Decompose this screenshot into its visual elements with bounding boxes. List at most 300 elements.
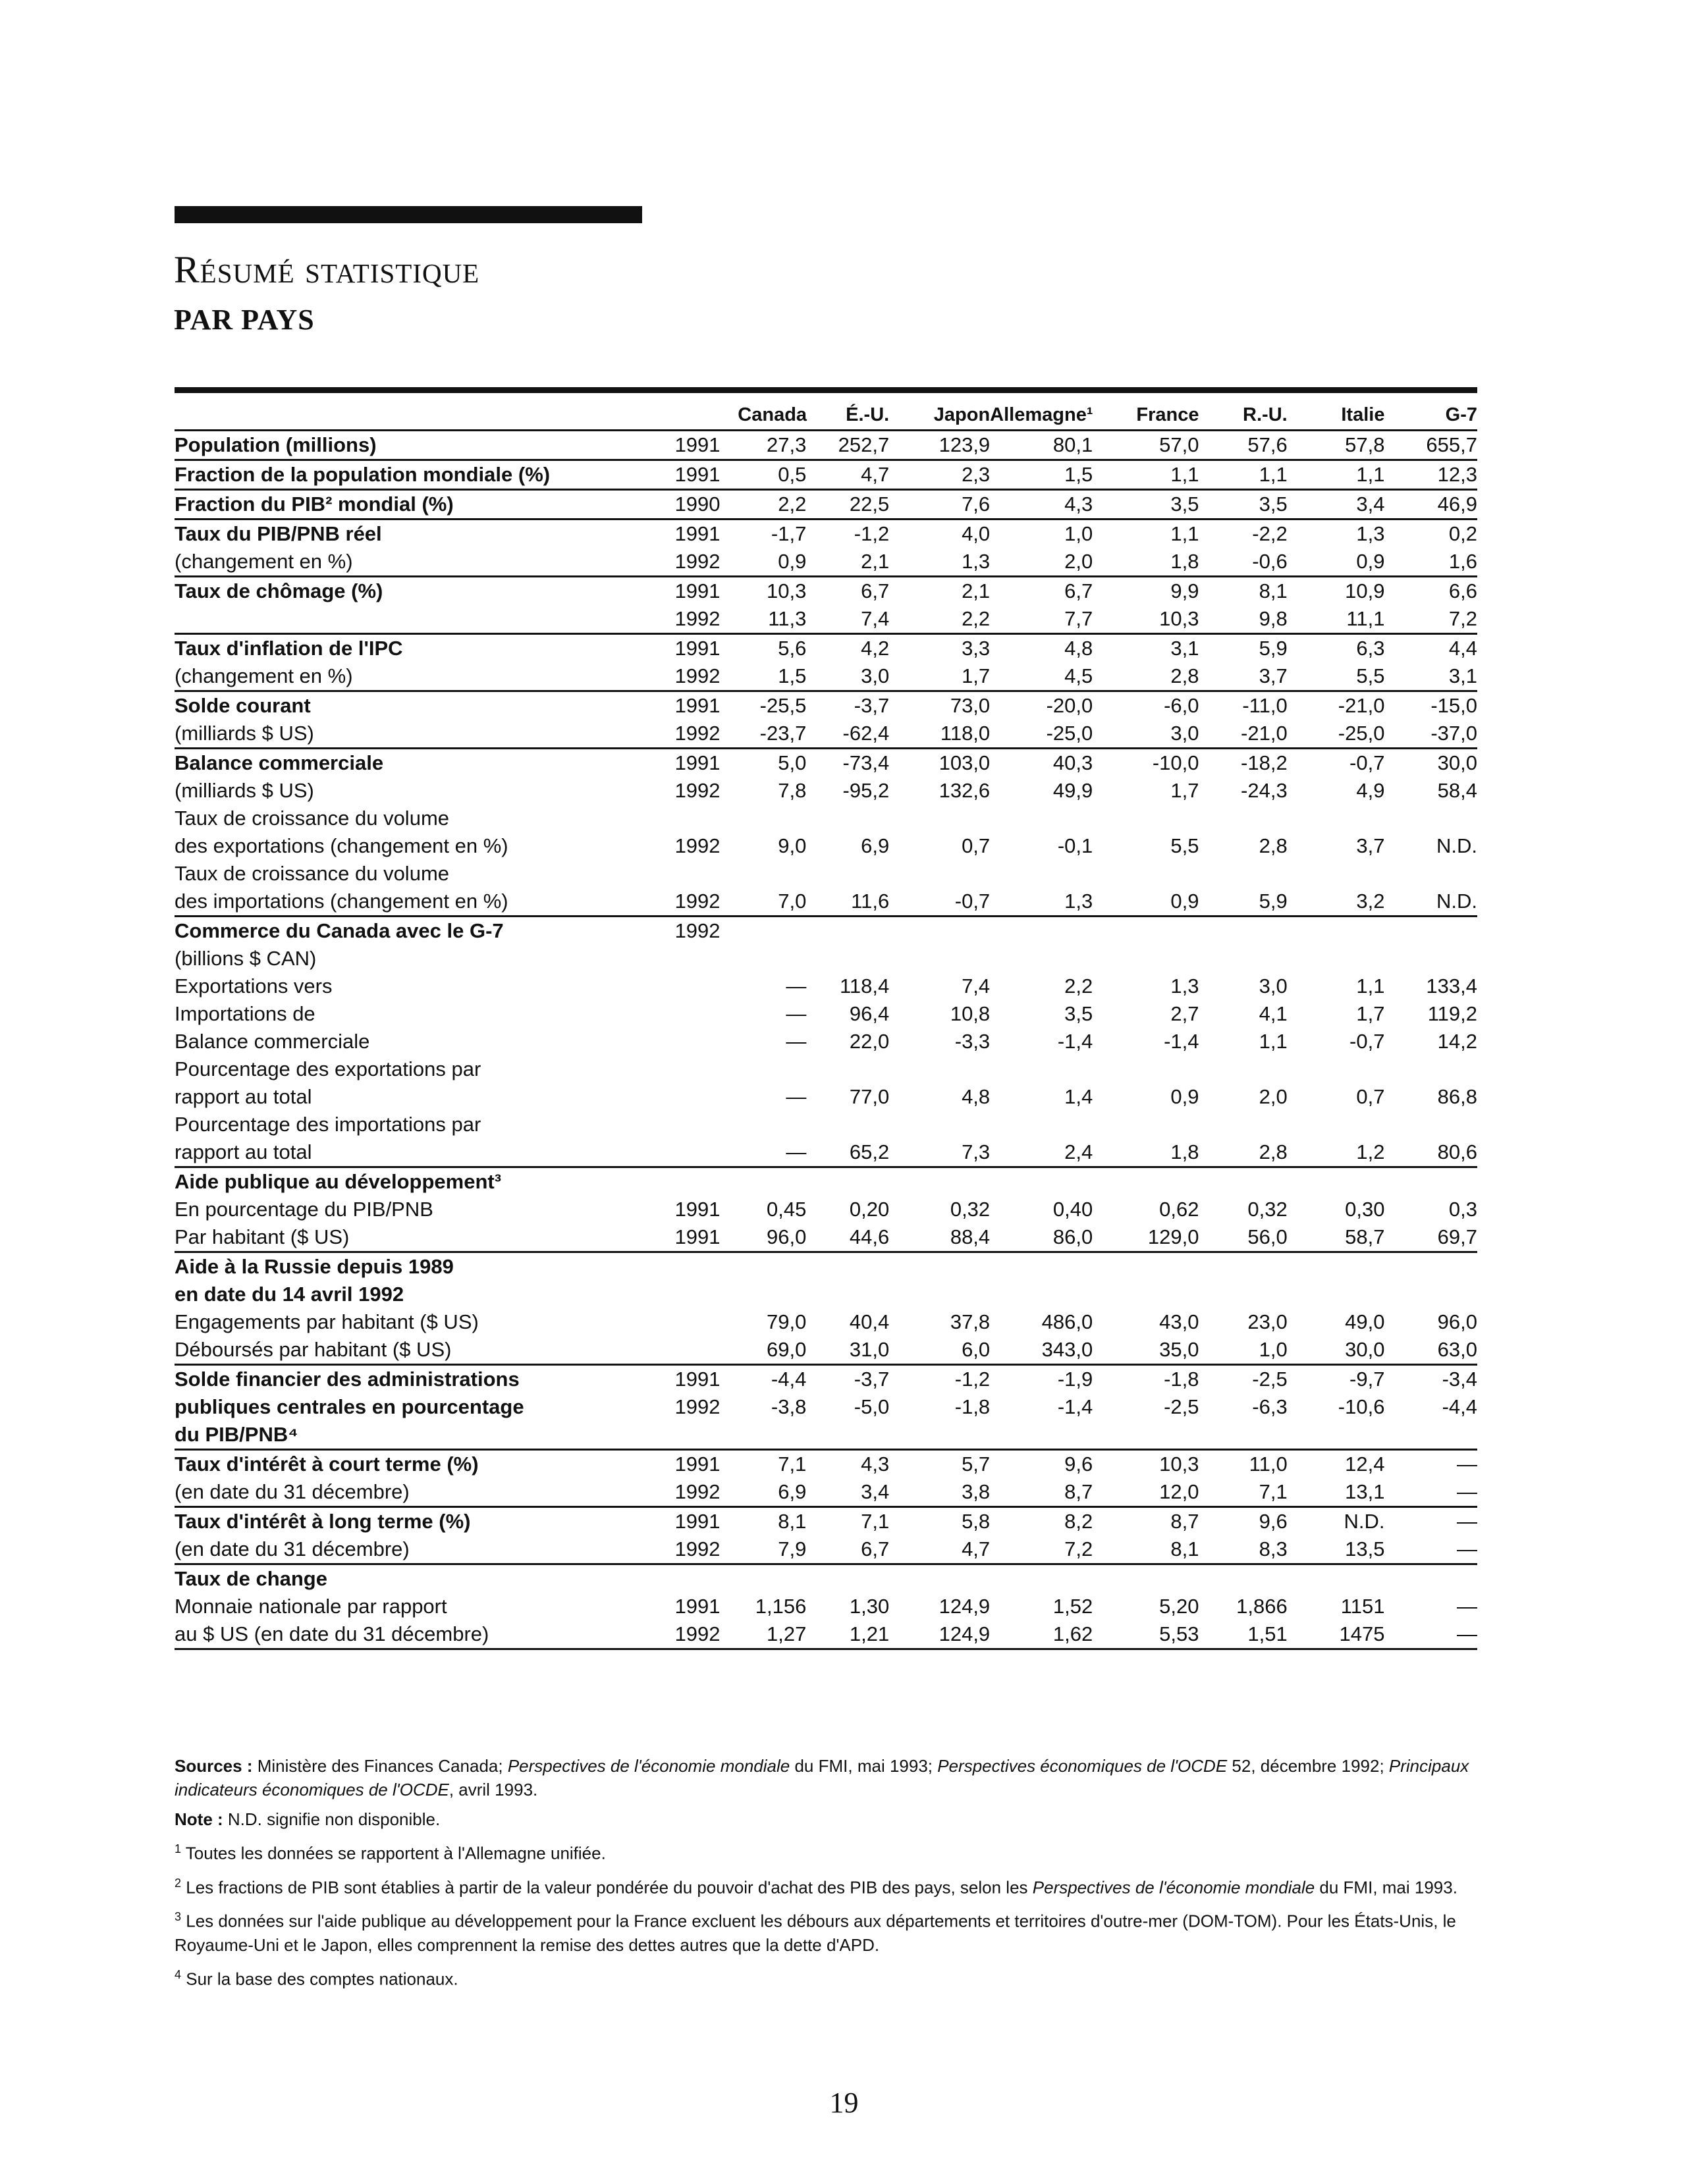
value-cell: [1384, 1564, 1477, 1593]
row-label: Taux de chômage (%): [175, 579, 383, 602]
column-header: Japon: [933, 404, 991, 425]
value-cell: -2,5: [1164, 1395, 1199, 1418]
value-cell: —: [786, 1030, 807, 1053]
value-cell: 79,0: [766, 1310, 807, 1333]
column-header: É.-U.: [846, 404, 890, 425]
value-cell: 118,4: [839, 974, 890, 998]
value-cell: -62,4: [842, 722, 890, 745]
row-year: [675, 1000, 738, 1028]
value-cell: [738, 1281, 806, 1308]
value-cell: -1,7: [771, 522, 807, 545]
row-year: 1991: [674, 1510, 721, 1533]
value-cell: 1,62: [1052, 1622, 1093, 1645]
row-label: Aide publique au développement³: [175, 1170, 502, 1193]
value-cell: 1,1: [1356, 974, 1385, 998]
table-row: [175, 749, 1477, 778]
value-cell: 80,1: [1052, 433, 1093, 456]
value-cell: 7,6: [962, 493, 991, 516]
value-cell: [889, 917, 990, 946]
row-year: 1992: [674, 919, 721, 942]
row-label: Balance commerciale: [175, 1030, 370, 1053]
table-row: [175, 860, 1477, 888]
row-year: [675, 1111, 738, 1138]
value-cell: 44,6: [849, 1225, 890, 1248]
row-label: publiques centrales en pourcentage: [175, 1395, 524, 1418]
row-year: 1991: [674, 433, 721, 456]
value-cell: [1199, 1281, 1288, 1308]
value-cell: 1151: [1340, 1595, 1385, 1618]
value-cell: [1093, 917, 1199, 946]
value-cell: [1384, 1055, 1477, 1083]
row-label: Engagements par habitant ($ US): [175, 1310, 479, 1333]
row-year: 1991: [674, 522, 721, 545]
row-year: 1992: [674, 550, 721, 573]
value-cell: 2,3: [962, 463, 991, 486]
row-label: Taux de croissance du volume: [175, 862, 450, 885]
row-label: du PIB/PNB⁴: [175, 1423, 298, 1446]
value-cell: 119,2: [1427, 1002, 1477, 1025]
value-cell: 1,3: [1064, 890, 1093, 913]
table-row: [175, 1000, 1477, 1028]
value-cell: 2,1: [861, 550, 890, 573]
row-label: (changement en %): [175, 550, 353, 573]
table-row: [175, 1507, 1477, 1536]
row-year: [675, 1028, 738, 1055]
value-cell: 1,866: [1236, 1595, 1288, 1618]
value-cell: 0,9: [1170, 1085, 1199, 1108]
value-cell: [1288, 1252, 1385, 1281]
value-cell: 0,7: [962, 834, 991, 857]
note-text: N.D. signifie non disponible.: [227, 1809, 441, 1829]
row-label: Solde courant: [175, 694, 311, 717]
table-row: [175, 577, 1477, 606]
value-cell: [806, 805, 889, 832]
row-year: 1990: [674, 493, 721, 516]
value-cell: 58,4: [1437, 779, 1477, 802]
value-cell: -2,2: [1252, 522, 1288, 545]
value-cell: 0,32: [950, 1198, 991, 1221]
value-cell: 5,9: [1259, 890, 1288, 913]
table-row-group: [175, 1450, 1477, 1507]
row-year: 1992: [674, 1480, 721, 1503]
table-row: [175, 1535, 1477, 1564]
value-cell: 1,1: [1170, 463, 1199, 486]
header-year-cell: [675, 400, 738, 431]
value-cell: -3,7: [854, 1368, 890, 1391]
value-cell: 5,5: [1356, 664, 1385, 687]
row-label: (milliards $ US): [175, 722, 314, 745]
value-cell: 3,4: [861, 1480, 890, 1503]
value-cell: 1,1: [1170, 522, 1199, 545]
value-cell: [1288, 917, 1385, 946]
value-cell: 6,3: [1356, 637, 1385, 660]
value-cell: 69,7: [1437, 1225, 1477, 1248]
value-cell: 3,8: [962, 1480, 991, 1503]
value-cell: 73,0: [950, 694, 991, 717]
na-note: [175, 1807, 1477, 1831]
value-cell: 252,7: [838, 433, 890, 456]
value-cell: 1,8: [1170, 1140, 1199, 1163]
value-cell: 8,1: [1170, 1537, 1199, 1560]
row-label: Aide à la Russie depuis 1989: [175, 1255, 454, 1278]
row-year: [675, 1308, 738, 1336]
value-cell: 1,0: [1064, 522, 1093, 545]
value-cell: 3,0: [861, 664, 890, 687]
value-cell: [889, 1167, 990, 1196]
value-cell: [889, 1421, 990, 1450]
sources-text: Ministère des Finances Canada;: [257, 1756, 508, 1776]
value-cell: 1,1: [1356, 463, 1385, 486]
value-cell: 1,52: [1052, 1595, 1093, 1618]
sources-text: du FMI, mai 1993;: [790, 1756, 938, 1776]
row-year: 1991: [674, 463, 721, 486]
value-cell: 7,1: [861, 1510, 890, 1533]
value-cell: 1,0: [1259, 1338, 1288, 1361]
row-year: [675, 1336, 738, 1365]
table-row: [175, 1111, 1477, 1138]
value-cell: 1,21: [849, 1622, 890, 1645]
value-cell: 4,7: [962, 1537, 991, 1560]
value-cell: 5,20: [1159, 1595, 1199, 1618]
value-cell: 7,1: [1259, 1480, 1288, 1503]
value-cell: 7,7: [1064, 607, 1093, 630]
value-cell: 37,8: [950, 1310, 991, 1333]
value-cell: [806, 1252, 889, 1281]
value-cell: 0,5: [778, 463, 807, 486]
value-cell: -0,7: [1349, 1030, 1385, 1053]
table-row: [175, 1196, 1477, 1223]
table-row: [175, 945, 1477, 972]
value-cell: -6,0: [1164, 694, 1199, 717]
value-cell: 2,2: [1064, 974, 1093, 998]
value-cell: [738, 1055, 806, 1083]
value-cell: 7,8: [778, 779, 807, 802]
row-label: des exportations (changement en %): [175, 834, 508, 857]
value-cell: 58,7: [1345, 1225, 1385, 1248]
value-cell: 0,40: [1052, 1198, 1093, 1221]
value-cell: -3,8: [771, 1395, 807, 1418]
value-cell: [990, 805, 1093, 832]
value-cell: 5,7: [962, 1452, 991, 1476]
value-cell: [1199, 1111, 1288, 1138]
value-cell: 5,53: [1159, 1622, 1199, 1645]
value-cell: [990, 1564, 1093, 1593]
value-cell: [1093, 1111, 1199, 1138]
value-cell: 4,0: [962, 522, 991, 545]
value-cell: 30,0: [1437, 751, 1477, 774]
value-cell: —: [786, 1085, 807, 1108]
value-cell: -37,0: [1430, 722, 1477, 745]
value-cell: 7,9: [778, 1537, 807, 1560]
value-cell: 4,9: [1356, 779, 1385, 802]
value-cell: [1384, 1252, 1477, 1281]
value-cell: 6,9: [861, 834, 890, 857]
value-cell: 30,0: [1345, 1338, 1385, 1361]
row-year: [675, 1252, 738, 1281]
value-cell: 31,0: [849, 1338, 890, 1361]
value-cell: [1384, 945, 1477, 972]
row-year: [675, 945, 738, 972]
value-cell: [990, 1281, 1093, 1308]
value-cell: [806, 1111, 889, 1138]
row-label: Taux d'intérêt à court terme (%): [175, 1452, 479, 1476]
value-cell: -1,2: [954, 1368, 991, 1391]
row-label: Importations de: [175, 1002, 315, 1025]
value-cell: -6,3: [1252, 1395, 1288, 1418]
value-cell: —: [786, 974, 807, 998]
value-cell: 3,7: [1356, 834, 1385, 857]
statistics-table-container: [175, 400, 1477, 1650]
table-row: [175, 1393, 1477, 1421]
value-cell: [1384, 1111, 1477, 1138]
value-cell: 5,0: [778, 751, 807, 774]
table-row: [175, 1365, 1477, 1394]
column-header: R.-U.: [1243, 404, 1288, 425]
table-row: [175, 1421, 1477, 1450]
value-cell: [1288, 805, 1385, 832]
row-label: Fraction du PIB² mondial (%): [175, 493, 454, 516]
value-cell: 4,5: [1064, 664, 1093, 687]
column-header: Canada: [738, 404, 807, 425]
value-cell: [1199, 1564, 1288, 1593]
value-cell: [990, 917, 1093, 946]
value-cell: [1288, 860, 1385, 888]
value-cell: 43,0: [1159, 1310, 1199, 1333]
value-cell: -24,3: [1241, 779, 1288, 802]
value-cell: 4,3: [861, 1452, 890, 1476]
value-cell: 1,3: [1356, 522, 1385, 545]
table-row: [175, 519, 1477, 548]
value-cell: 86,8: [1437, 1085, 1477, 1108]
value-cell: [738, 917, 806, 946]
value-cell: 8,7: [1170, 1510, 1199, 1533]
value-cell: 1,8: [1170, 550, 1199, 573]
value-cell: 0,45: [766, 1198, 807, 1221]
value-cell: -1,4: [1057, 1030, 1093, 1053]
value-cell: [806, 1055, 889, 1083]
table-row-group: [175, 917, 1477, 1167]
value-cell: [990, 1421, 1093, 1450]
value-cell: 6,9: [778, 1480, 807, 1503]
row-year: 1992: [674, 779, 721, 802]
table-row-group: [175, 634, 1477, 691]
row-label: Déboursés par habitant ($ US): [175, 1338, 452, 1361]
table-row-group: [175, 1252, 1477, 1365]
value-cell: 1,156: [755, 1595, 807, 1618]
row-year: 1991: [674, 1452, 721, 1476]
row-year: 1992: [674, 1622, 721, 1645]
value-cell: 5,5: [1170, 834, 1199, 857]
value-cell: —: [1457, 1622, 1477, 1645]
value-cell: [1199, 1421, 1288, 1450]
value-cell: [1288, 945, 1385, 972]
table-row-group: [175, 1507, 1477, 1564]
value-cell: 96,0: [1437, 1310, 1477, 1333]
row-year: 1991: [674, 579, 721, 602]
sources-label: Sources :: [175, 1756, 253, 1776]
row-label: au $ US (en date du 31 décembre): [175, 1622, 489, 1645]
value-cell: 1,5: [778, 664, 807, 687]
value-cell: 2,4: [1064, 1140, 1093, 1163]
value-cell: 80,6: [1437, 1140, 1477, 1163]
value-cell: 8,2: [1064, 1510, 1093, 1533]
sources-publication: Perspectives de l'économie mondiale: [507, 1756, 790, 1776]
table-row: [175, 662, 1477, 691]
value-cell: -1,4: [1057, 1395, 1093, 1418]
value-cell: 1,6: [1448, 550, 1477, 573]
value-cell: -1,8: [1164, 1368, 1199, 1391]
value-cell: 118,0: [940, 722, 991, 745]
value-cell: 1,51: [1247, 1622, 1288, 1645]
table-row: [175, 1478, 1477, 1507]
row-year: [675, 805, 738, 832]
value-cell: [806, 1564, 889, 1593]
table-row: [175, 777, 1477, 805]
value-cell: 5,9: [1259, 637, 1288, 660]
value-cell: [1093, 1167, 1199, 1196]
value-cell: 655,7: [1426, 433, 1477, 456]
value-cell: [1384, 917, 1477, 946]
row-label: rapport au total: [175, 1085, 312, 1108]
table-row-group: [175, 490, 1477, 519]
value-cell: 9,0: [778, 834, 807, 857]
value-cell: -10,0: [1152, 751, 1199, 774]
footnote-marker: 2: [175, 1876, 182, 1890]
value-cell: —: [1457, 1480, 1477, 1503]
value-cell: [1199, 917, 1288, 946]
footnote-publication: Perspectives de l'économie mondiale: [1032, 1877, 1315, 1898]
value-cell: —: [786, 1140, 807, 1163]
value-cell: 10,3: [766, 579, 807, 602]
value-cell: 1,7: [1170, 779, 1199, 802]
value-cell: 123,9: [939, 433, 991, 456]
value-cell: —: [1457, 1537, 1477, 1560]
value-cell: -23,7: [759, 722, 807, 745]
value-cell: -25,0: [1338, 722, 1385, 745]
value-cell: 3,1: [1170, 637, 1199, 660]
table-row-group: [175, 1167, 1477, 1252]
row-year: 1991: [674, 1368, 721, 1391]
table-row: [175, 1281, 1477, 1308]
value-cell: 8,1: [778, 1510, 807, 1533]
value-cell: [990, 860, 1093, 888]
row-year: 1991: [674, 694, 721, 717]
value-cell: [1199, 1055, 1288, 1083]
value-cell: [990, 1111, 1093, 1138]
row-label: Taux de croissance du volume: [175, 807, 450, 830]
value-cell: 2,2: [962, 607, 991, 630]
value-cell: -0,7: [954, 890, 991, 913]
value-cell: -1,4: [1164, 1030, 1199, 1053]
value-cell: 3,3: [962, 637, 991, 660]
column-header: Italie: [1341, 404, 1385, 425]
value-cell: 0,20: [849, 1198, 890, 1221]
value-cell: [738, 945, 806, 972]
table-row-group: [175, 577, 1477, 634]
value-cell: 3,2: [1356, 890, 1385, 913]
table-row: [175, 605, 1477, 634]
value-cell: [1093, 805, 1199, 832]
value-cell: -25,5: [759, 694, 807, 717]
value-cell: 2,1: [962, 579, 991, 602]
value-cell: 4,2: [861, 637, 890, 660]
row-label: Monnaie nationale par rapport: [175, 1595, 447, 1618]
value-cell: N.D.: [1344, 1510, 1385, 1533]
row-label: Taux d'intérêt à long terme (%): [175, 1510, 471, 1533]
value-cell: 7,2: [1448, 607, 1477, 630]
value-cell: 7,1: [778, 1452, 807, 1476]
value-cell: [889, 1111, 990, 1138]
value-cell: 1,2: [1356, 1140, 1385, 1163]
value-cell: [1199, 805, 1288, 832]
footnote-2: [175, 1871, 1477, 1900]
value-cell: 133,4: [1426, 974, 1477, 998]
column-header: France: [1136, 404, 1199, 425]
value-cell: [1288, 1564, 1385, 1593]
value-cell: -3,7: [854, 694, 890, 717]
value-cell: 8,3: [1259, 1537, 1288, 1560]
value-cell: 2,0: [1259, 1085, 1288, 1108]
value-cell: [806, 1281, 889, 1308]
value-cell: -3,3: [954, 1030, 991, 1053]
value-cell: 22,0: [849, 1030, 890, 1053]
value-cell: -1,2: [854, 522, 890, 545]
value-cell: 12,3: [1437, 463, 1477, 486]
value-cell: 1,30: [849, 1595, 890, 1618]
row-year: 1992: [674, 1537, 721, 1560]
value-cell: 88,4: [950, 1225, 991, 1248]
value-cell: [1384, 1421, 1477, 1450]
footnote-text: Les fractions de PIB sont établies à partir de la valeur pondérée du pouvoir d'achat des PIB des pays, selon les: [186, 1877, 1033, 1898]
value-cell: [990, 1252, 1093, 1281]
value-cell: [889, 805, 990, 832]
value-cell: 11,1: [1346, 607, 1385, 630]
value-cell: 7,3: [962, 1140, 991, 1163]
value-cell: 13,1: [1345, 1480, 1385, 1503]
table-row-group: [175, 1365, 1477, 1450]
value-cell: -3,4: [1442, 1368, 1477, 1391]
value-cell: 96,4: [849, 1002, 890, 1025]
row-year: 1992: [674, 722, 721, 745]
value-cell: 3,4: [1356, 493, 1385, 516]
table-row: [175, 720, 1477, 749]
value-cell: —: [786, 1002, 807, 1025]
row-label: (en date du 31 décembre): [175, 1480, 410, 1503]
value-cell: -5,0: [854, 1395, 890, 1418]
value-cell: 96,0: [766, 1225, 807, 1248]
value-cell: 1,4: [1064, 1085, 1093, 1108]
row-label: Taux d'inflation de l'IPC: [175, 637, 403, 660]
value-cell: [738, 1421, 806, 1450]
row-year: 1992: [674, 890, 721, 913]
value-cell: 4,4: [1448, 637, 1477, 660]
table-row-group: [175, 460, 1477, 490]
footnote-text: du FMI, mai 1993.: [1315, 1877, 1457, 1898]
value-cell: 132,6: [939, 779, 991, 802]
value-cell: 10,8: [950, 1002, 991, 1025]
value-cell: 12,0: [1159, 1480, 1199, 1503]
value-cell: -25,0: [1046, 722, 1093, 745]
value-cell: 69,0: [766, 1338, 807, 1361]
value-cell: 3,0: [1259, 974, 1288, 998]
footnote-3: [175, 1905, 1477, 1957]
value-cell: -21,0: [1338, 694, 1385, 717]
value-cell: 1,1: [1259, 463, 1288, 486]
row-year: 1991: [674, 751, 721, 774]
value-cell: 6,6: [1448, 579, 1477, 602]
value-cell: 4,8: [1064, 637, 1093, 660]
row-label: (milliards $ US): [175, 779, 314, 802]
